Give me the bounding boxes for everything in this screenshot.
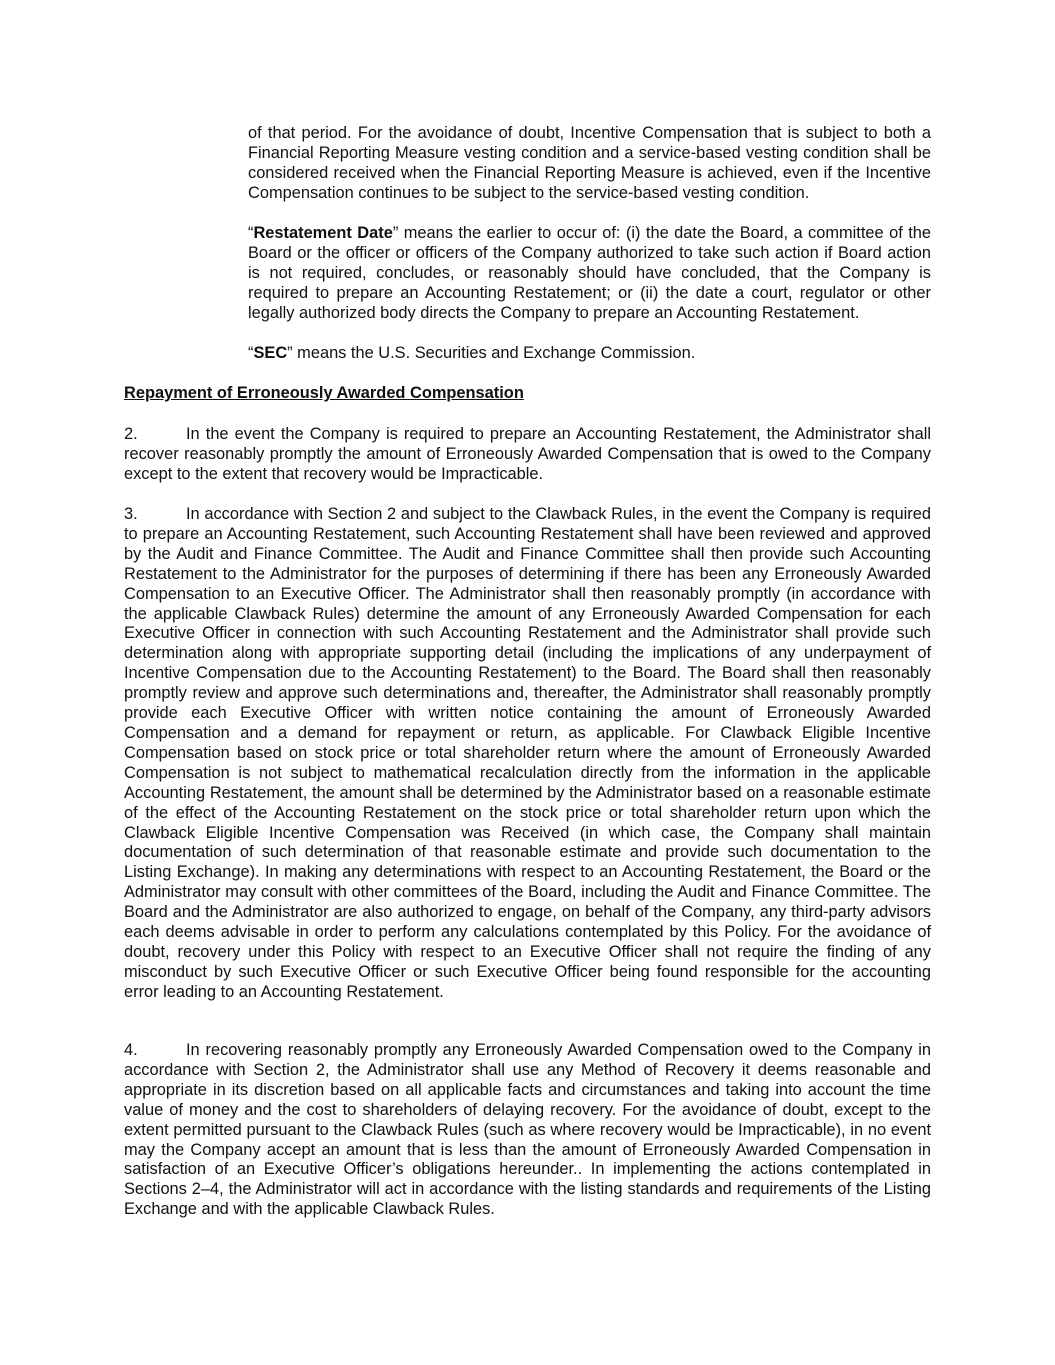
definition-body: ” means the U.S. Securities and Exchange Commission. [287, 344, 696, 362]
paragraph-text: In recovering reasonably promptly any Erroneously Awarded Compensation owed to the Company in accordance with Section 2, the Administrator shall use any Method of Recovery it deems reasonable and appropriate in its discretion based on all applicable facts and circumstances and taking into account the time value of money and the cost to shareholders of delaying recovery. For the avoidance of doubt, except to the extent permitted pursuant to the Clawback Rules (such as where recovery would be Impracticable), in no event may the Company accept an amount that is less than the amount of Erroneously Awarded Compensation in satisfaction of an Executive Officer’s obligations hereunder.. In implementing the actions contemplated in Sections 2–4, the Administrator will act in accordance with the listing standards and requirements of the Listing Exchange and with the applicable Clawback Rules. [124, 1041, 931, 1219]
open-quote: “ [248, 344, 254, 362]
paragraph-3 [124, 505, 931, 1003]
paragraph-text: In the event the Company is required to prepare an Accounting Restatement, the Administrator shall recover reasonably promptly the amount of Erroneously Awarded Compensation that is owed to the Company except to the extent that recovery would be Impracticable. [124, 425, 931, 483]
paragraph-4 [124, 1041, 931, 1220]
paragraph-text: In accordance with Section 2 and subject to the Clawback Rules, in the event the Company is required to prepare an Accounting Restatement, such Accounting Restatement shall have been reviewed and approved by the Audit and Finance Committee. The Audit and Finance Committee shall then provide such Accounting Restatement to the Administrator for the purposes of determining if there has been any Erroneously Awarded Compensation to an Executive Officer. The Administrator shall then reasonably promptly (in accordance with the applicable Clawback Rules) determine the amount of any Erroneously Awarded Compensation for each Executive Officer in connection with such Accounting Restatement and the Administrator shall provide such determination along with appropriate supporting detail (including the implications of any underpayment of Incentive Compensation due to the Accounting Restatement) to the Board. The Board shall then reasonably promptly review and approve such determinations and, thereafter, the Administrator shall reasonably promptly provide each Executive Officer with written notice containing the amount of Erroneously Awarded Compensation and a demand for repayment or return, as applicable. For Clawback Eligible Incentive Compensation based on stock price or total shareholder return where the amount of Erroneously Awarded Compensation is not subject to mathematical recalculation directly from the information in the applicable Accounting Restatement, the amount shall be determined by the Administrator based on a reasonable estimate of the effect of the Accounting Restatement on the stock price or total shareholder return upon which the Clawback Eligible Incentive Compensation was Received (in which case, the Company shall maintain documentation of such determination of that reasonable estimate and provide such documentation to the Listing Exchange). In making any determinations with respect to an Accounting Restatement, the Board or the Administrator may consult with other committees of the Board, including the Audit and Finance Committee. The Board and the Administrator are also authorized to engage, on behalf of the Company, any third-party advisors each deems advisable in order to perform any calculations contemplated by this Policy. For the avoidance of doubt, recovery under this Policy with respect to an Executive Officer shall not require the finding of any misconduct by such Executive Officer or such Executive Officer being found responsible for the accounting error leading to an Accounting Restatement. [124, 505, 931, 1001]
open-quote: “ [248, 224, 254, 242]
defined-term: Restatement Date [253, 224, 393, 242]
paragraph-2 [124, 425, 931, 485]
paragraph-number: 4. [124, 1041, 138, 1059]
paragraph-number: 3. [124, 505, 138, 523]
definition-restatement-date [248, 224, 931, 324]
defined-term: SEC [253, 344, 288, 362]
paragraph-number: 2. [124, 425, 138, 443]
section-heading: Repayment of Erroneously Awarded Compensation [124, 384, 524, 402]
definition-body: ” means the earlier to occur of: (i) the date the Board, a committee of the Board or the officer or officers of the Company authorized to take such action if Board action is not required, concludes, or reasonably should have concluded, that the Company is required to prepare an Accounting Restatement; or (ii) the date a court, regulator or other legally authorized body directs the Company to prepare an Accounting Restatement. [248, 224, 931, 322]
definition-sec [248, 344, 931, 364]
definition-continuation: of that period. For the avoidance of doubt, Incentive Compensation that is subject to both a Financial Reporting Measure vesting condition and a service-based vesting condition shall be considered received when the Financial Reporting Measure is achieved, even if the Incentive Compensation continues to be subject to the service-based vesting condition. [248, 124, 931, 202]
